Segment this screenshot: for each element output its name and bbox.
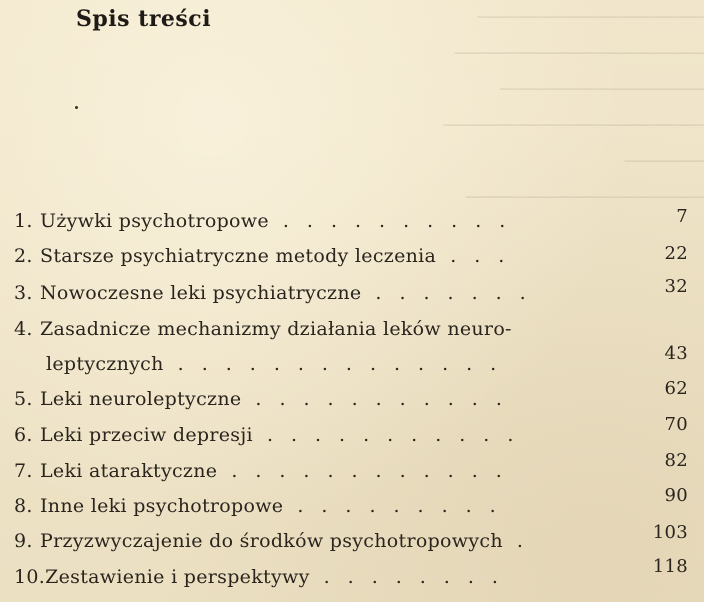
entry-title: Starsze psychiatryczne metody leczenia xyxy=(40,245,437,267)
dot-leaders: . xyxy=(516,530,541,552)
entry-title: Leki ataraktyczne xyxy=(40,460,218,482)
entry-number: 9. xyxy=(14,530,33,552)
entry-title-line-1: Zasadnicze mechanizmy działania leków neuro- xyxy=(40,318,512,340)
dot-leaders: ............ xyxy=(231,460,520,482)
entry-page: 7 xyxy=(676,206,688,227)
page-title: Spis treści xyxy=(76,6,212,32)
entry-page: 118 xyxy=(652,556,688,577)
entry-number: 8. xyxy=(14,495,33,517)
dot-leaders: ....... xyxy=(375,282,544,304)
entry-title: Leki neuroleptyczne xyxy=(40,388,242,410)
dot-leaders: ........... xyxy=(266,424,532,446)
entry-title: Leki przeciw depresji xyxy=(40,424,253,446)
entry-number: 5. xyxy=(14,388,33,410)
dot-leaders: ... xyxy=(450,245,523,267)
dot-leaders: .......... xyxy=(282,210,524,232)
entry-title-line-2: leptycznych xyxy=(46,353,164,375)
entry-page: 32 xyxy=(664,276,688,297)
entry-page: 70 xyxy=(664,414,688,435)
entry-number: 3. xyxy=(14,282,33,304)
entry-number: 2. xyxy=(14,245,33,267)
entry-page: 62 xyxy=(664,378,688,399)
entry-number: 7. xyxy=(14,460,33,482)
entry-title: Nowoczesne leki psychiatryczne xyxy=(40,282,362,304)
dot-leaders: ......... xyxy=(297,495,514,517)
entry-number: 4. xyxy=(14,318,33,340)
entry-page: 22 xyxy=(664,243,688,264)
entry-page: 82 xyxy=(664,450,688,471)
entry-page: 103 xyxy=(652,522,688,543)
show-through-text: ──────────────────── ────────────────────── ────────────────── ─────────────────────── ─────── ───────────────────── xyxy=(443,9,704,206)
dot-leaders: .............. xyxy=(177,353,515,375)
dot-leaders: ........ xyxy=(323,566,516,588)
entry-page: 90 xyxy=(664,485,688,506)
entry-title: Zestawienie i perspektywy xyxy=(45,566,310,588)
dot-leaders: ........... xyxy=(255,388,520,410)
entry-number: 6. xyxy=(14,424,33,446)
entry-number: 1. xyxy=(14,210,33,232)
entry-title: Przyzwyczajenie do środków psychotropowych xyxy=(40,530,503,552)
entry-title: Używki psychotropowe xyxy=(40,210,269,232)
entry-number: 10. xyxy=(14,566,46,588)
entry-page: 43 xyxy=(664,343,688,364)
entry-title: Inne leki psychotropowe xyxy=(40,495,284,517)
